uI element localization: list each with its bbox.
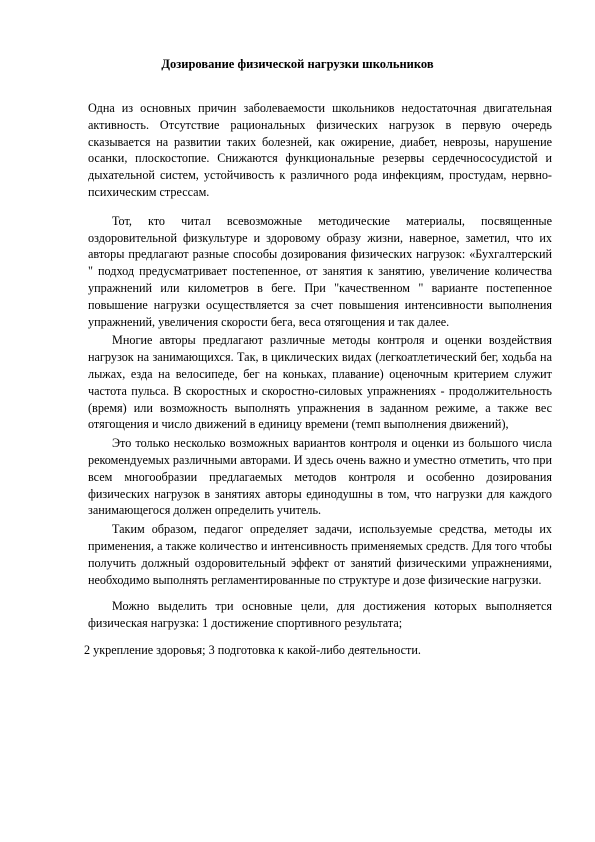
paragraph-1: Одна из основных причин заболеваемости школьников недостаточная двигательная активность. Отсутствие рациональных физических нагрузок в первую очередь сказывается на развитии таких болезней, как ожирение, диабет, неврозы, нарушение осанки, плоскостопие. Снижаются функциональные резервы сердечнососудистой и дыхательной систем, устойчивость к различного рода инфекциям, простудам, нервно-психическим стрессам. xyxy=(88,101,552,199)
document-body xyxy=(84,100,552,659)
paragraph-3: Многие авторы предлагают различные методы контроля и оценки воздействия нагрузок на занимающихся. Так, в циклических видах (легкоатлетический бег, ходьба на лыжах, езда на велосипеде, бег на коньках, плавание) оценочным критерием служит частота пульса. В скоростных и скоростно-силовых упражнениях - продолжительность (время) или возможность выполнять упражнения в заданном режиме, а также вес отягощения и число движений в единицу времени (темп выполнения движений), xyxy=(88,333,552,432)
paragraph-5: Таким образом, педагог определяет задачи, используемые средства, методы их применения, а также количество и интенсивность применяемых средств. Для того чтобы получить должный оздоровительный эффект от занятий физическими упражнениями, необходимо выполнять регламентированные по структуре и дозе физические нагрузки. xyxy=(88,522,552,587)
paragraph-7: 2 укрепление здоровья; 3 подготовка к какой-либо деятельности. xyxy=(84,642,421,657)
document-title: Дозирование физической нагрузки школьников xyxy=(161,57,434,71)
paragraph-2: Тот, кто читал всевозможные методические материалы, посвященные оздоровительной физкультуре и здоровому образу жизни, наверное, заметил, что их авторы предлагают разные способы дозирования физических нагрузок: «Бухгалтерский " подход предусматривает постепенное, от занятия к занятию, увеличение количества упражнений или километров в беге. При "качественном " варианте постепенное повышение нагрузки осуществляется за счет повышения интенсивности выполнения упражнений, увеличения скорости бега, веса отягощения и так далее. xyxy=(88,213,552,329)
paragraph-6: Можно выделить три основные цели, для достижения которых выполняется физическая нагрузка: 1 достижение спортивного результата; xyxy=(88,599,552,631)
paragraph-4: Это только несколько возможных вариантов контроля и оценки из большого числа рекомендуемых различными авторами. И здесь очень важно и уместно отметить, что при всем многообразии предлагаемых методов контроля и особенно дозирования физических нагрузок в занятиях авторы единодушны в том, что нагрузки для каждого занимающегося должен определить учитель. xyxy=(88,436,552,518)
